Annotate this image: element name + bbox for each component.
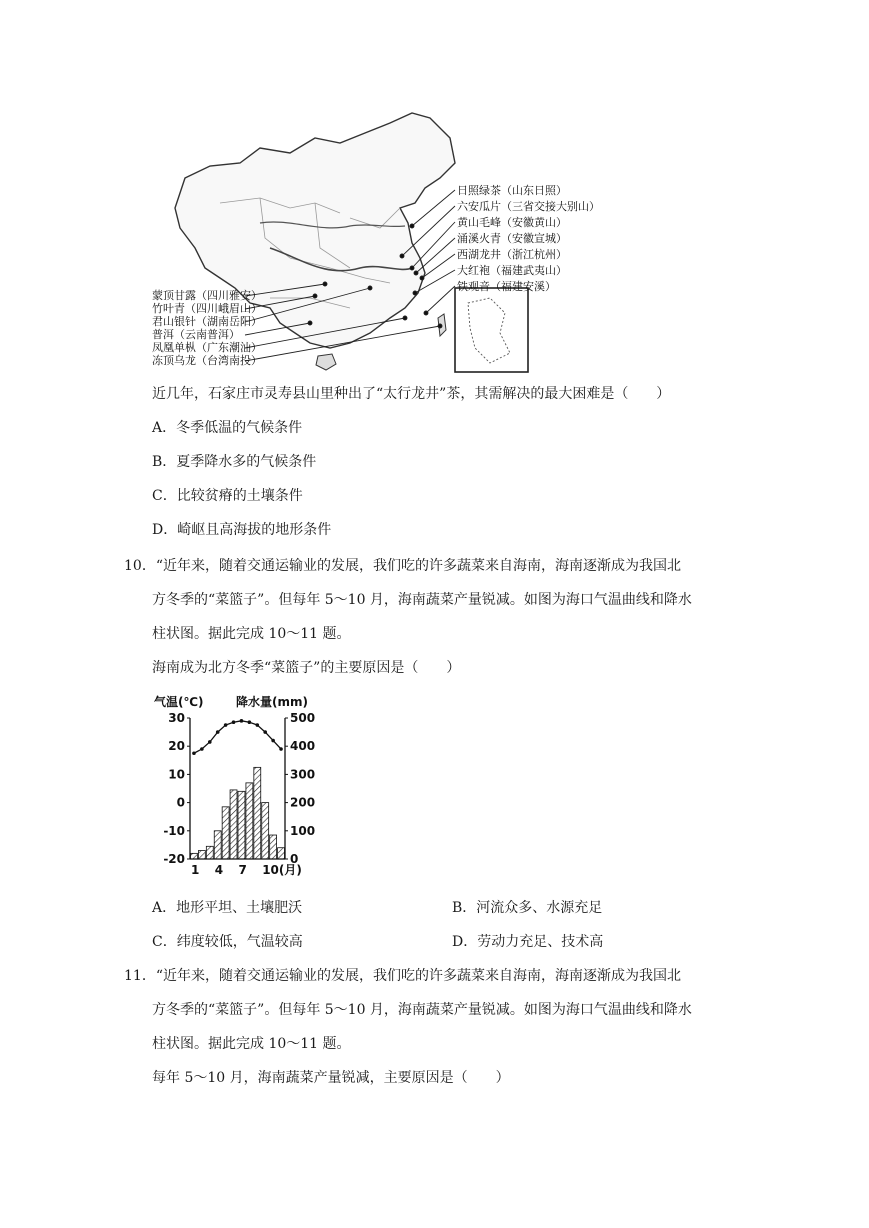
china-tea-map <box>150 108 600 376</box>
precip-bar <box>214 831 221 859</box>
precip-axis-label: 降水量(mm) <box>236 695 308 709</box>
south-china-sea-inset <box>455 288 528 372</box>
temp-point <box>255 723 259 727</box>
month-tick-label: 10(月) <box>262 863 302 877</box>
temp-point <box>232 720 236 724</box>
tea-label-right-0: 日照绿茶（山东日照） <box>457 184 567 197</box>
tea-label-right-1: 六安瓜片（三省交接大别山） <box>457 200 600 213</box>
haikou-climate-chart <box>150 692 330 882</box>
temp-point <box>200 747 204 751</box>
q9-option-c: C．比较贫瘠的土壤条件 <box>152 488 303 504</box>
precip-tick-label: 0 <box>290 852 299 866</box>
temp-point <box>192 751 196 755</box>
tea-label-left-4: 凤凰单枞（广东潮汕） <box>152 341 262 354</box>
temp-tick-label: 20 <box>168 739 185 754</box>
month-tick-label: 4 <box>214 863 224 877</box>
tea-label-right-4: 西湖龙井（浙江杭州） <box>457 248 567 261</box>
q10-option-c: C．纬度较低，气温较高 <box>152 934 303 950</box>
precip-tick-label: 100 <box>290 823 316 838</box>
precip-bar <box>206 846 213 859</box>
tea-label-right-5: 大红袍（福建武夷山） <box>457 264 567 277</box>
q11-intro-line-2: 方冬季的“菜篮子”。但每年 5～10 月，海南蔬菜产量锐减。如图为海口气温曲线和降水 <box>152 1002 692 1018</box>
precip-bar <box>230 790 237 859</box>
temp-point <box>248 720 252 724</box>
precip-tick-label: 500 <box>290 711 316 725</box>
temp-point <box>208 740 212 744</box>
temp-point <box>263 730 267 734</box>
tea-label-left-5: 冻顶乌龙（台湾南投） <box>152 354 262 367</box>
precip-bar <box>222 807 229 859</box>
precip-bar <box>246 783 253 859</box>
q10-option-a: A．地形平坦、土壤肥沃 <box>152 900 303 916</box>
temp-tick-label: 0 <box>176 795 185 810</box>
temp-point <box>279 747 283 751</box>
temp-tick-label: -20 <box>163 852 185 866</box>
temp-point <box>240 719 244 723</box>
precip-bar <box>191 853 198 859</box>
q10-option-b: B．河流众多、水源充足 <box>452 900 603 916</box>
tea-label-left-1: 竹叶青（四川峨眉山） <box>152 302 262 315</box>
q11-intro-line-3: 柱状图。据此完成 10～11 题。 <box>152 1036 351 1052</box>
precip-bar <box>198 851 205 859</box>
temp-tick-label: -10 <box>163 823 185 838</box>
precip-bar <box>262 803 269 859</box>
q9-option-d: D．崎岖且高海拔的地形条件 <box>152 522 332 538</box>
q10-option-d: D．劳动力充足、技术高 <box>452 934 604 950</box>
tea-label-right-3: 涌溪火青（安徽宣城） <box>457 232 567 245</box>
tea-label-left-0: 蒙顶甘露（四川雅安） <box>152 289 262 302</box>
q10-intro-line-1: 10．“近年来，随着交通运输业的发展，我们吃的许多蔬菜来自海南，海南逐渐成为我国北 <box>124 558 681 574</box>
q9-option-a: A．冬季低温的气候条件 <box>152 420 303 436</box>
q10-stem: 海南成为北方冬季“菜篮子”的主要原因是（ ） <box>152 660 461 676</box>
tea-label-left-2: 君山银针（湖南岳阳） <box>152 315 262 328</box>
temp-point <box>216 730 220 734</box>
precip-bar <box>270 835 277 859</box>
precip-bar <box>278 848 285 859</box>
q11-stem: 每年 5～10 月，海南蔬菜产量锐减，主要原因是（ ） <box>152 1070 510 1086</box>
temp-tick-label: 10 <box>168 767 185 782</box>
temp-point <box>224 723 228 727</box>
q10-intro-line-2: 方冬季的“菜篮子”。但每年 5～10 月，海南蔬菜产量锐减。如图为海口气温曲线和降水 <box>152 592 692 608</box>
month-tick-label: 1 <box>190 863 200 877</box>
q10-intro-line-3: 柱状图。据此完成 10～11 题。 <box>152 626 351 642</box>
temp-tick-label: 30 <box>168 711 185 725</box>
precip-tick-label: 400 <box>290 739 316 754</box>
precip-tick-label: 300 <box>290 767 316 782</box>
hainan-island <box>316 354 336 370</box>
q9-option-b: B．夏季降水多的气候条件 <box>152 454 317 470</box>
q9-stem: 近几年，石家庄市灵寿县山里种出了“太行龙井”茶，其需解决的最大困难是（ ） <box>152 386 671 402</box>
precip-bar <box>254 767 261 859</box>
temp-axis-label: 气温(℃) <box>154 695 204 709</box>
precip-tick-label: 200 <box>290 795 316 810</box>
tea-label-right-2: 黄山毛峰（安徽黄山） <box>457 216 567 229</box>
q11-intro-line-1: 11．“近年来，随着交通运输业的发展，我们吃的许多蔬菜来自海南，海南逐渐成为我国北 <box>124 968 681 984</box>
month-tick-label: 7 <box>238 863 247 877</box>
temperature-curve <box>194 721 281 753</box>
tea-label-left-3: 普洱（云南普洱） <box>152 328 240 341</box>
temp-point <box>271 739 275 743</box>
precip-bar <box>238 791 245 859</box>
tea-label-right-6: 铁观音（福建安溪） <box>457 280 556 293</box>
